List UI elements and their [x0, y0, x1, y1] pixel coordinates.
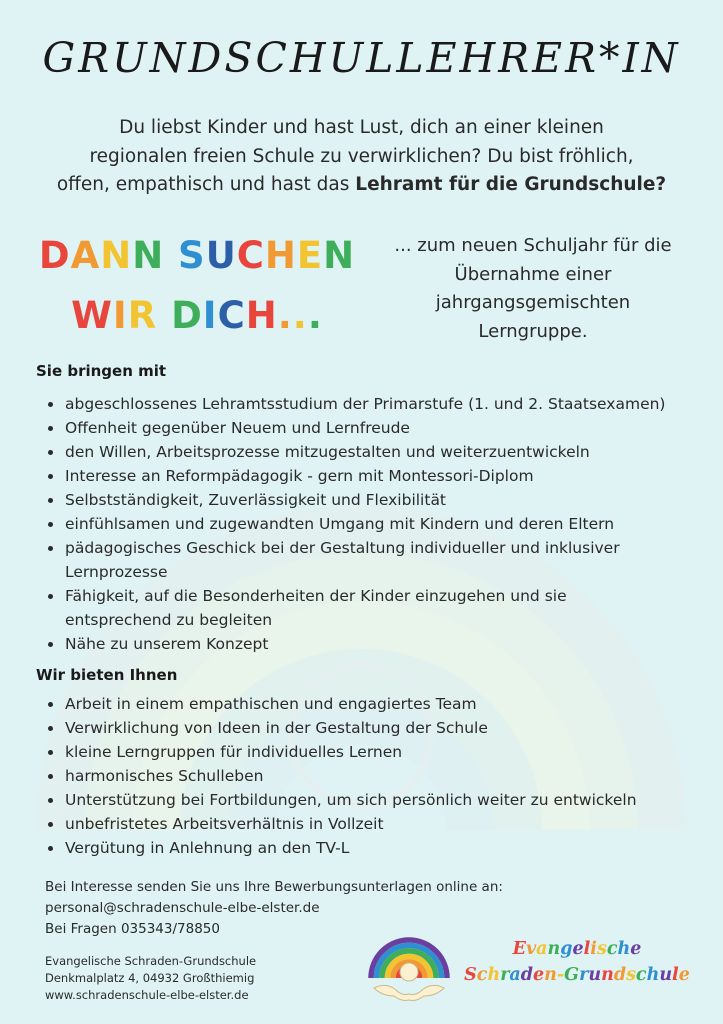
side-line: Übernahme einer — [454, 263, 612, 285]
colored-letter: . — [277, 294, 293, 337]
colored-letter: C — [236, 234, 265, 277]
colored-letter: d — [520, 965, 534, 985]
colored-letter: R — [127, 294, 158, 337]
rainbow-child-icon — [366, 922, 452, 1008]
colored-letter: e — [572, 939, 584, 959]
colored-letter: N — [100, 234, 133, 277]
colored-letter — [157, 294, 171, 337]
colored-letter: u — [659, 965, 673, 985]
logo-line-1 — [452, 936, 702, 962]
colored-letter: r — [579, 965, 589, 985]
colored-letter: A — [70, 234, 101, 277]
colored-letter: H — [245, 294, 278, 337]
colored-letter: c — [476, 965, 488, 985]
list-item: Unterstützung bei Fortbildungen, um sich persönlich weiter zu entwickeln — [37, 788, 697, 812]
colored-letter: r — [500, 965, 510, 985]
list-item: den Willen, Arbeitsprozesse mitzugestalten und weiterzuentwickeln — [37, 440, 697, 464]
colored-letter: i — [590, 939, 597, 959]
intro-line — [30, 171, 693, 200]
colored-letter: n — [547, 939, 561, 959]
colored-letter: h — [617, 939, 631, 959]
colored-letter — [164, 234, 178, 277]
colored-letter: G — [564, 965, 580, 985]
colored-letter: u — [588, 965, 602, 985]
list-item: abgeschlossenes Lehramtsstudium der Primarstufe (1. und 2. Staatsexamen) — [37, 392, 697, 416]
address-block — [45, 953, 256, 1004]
colored-letter: e — [678, 965, 690, 985]
contact-intro: Bei Interesse senden Sie uns Ihre Bewerbungsunterlagen online an: — [45, 879, 503, 895]
colored-letter: a — [536, 939, 548, 959]
school-street: Denkmalplatz 4, 04932 Großthiemig — [45, 971, 255, 985]
colored-letter: e — [630, 939, 642, 959]
colored-letter: l — [583, 939, 591, 959]
side-line: ... zum neuen Schuljahr für die — [394, 235, 672, 256]
side-line: jahrgangsgemischten — [435, 292, 631, 313]
intro-line-plain: offen, empathisch und hast das — [56, 174, 356, 195]
school-website[interactable]: www.schradenschule-elbe-elster.de — [45, 988, 249, 1002]
contact-phone: Bei Fragen 035343/78850 — [45, 921, 220, 937]
colored-letter: s — [626, 965, 636, 985]
list-item: kleine Lerngruppen für individuelles Lernen — [37, 740, 697, 764]
offers-heading: Wir bieten Ihnen — [36, 666, 178, 684]
list-item: harmonisches Schulleben — [37, 764, 697, 788]
colored-letter: N — [323, 234, 356, 277]
headline-line-2 — [24, 286, 370, 346]
colored-letter: - — [556, 965, 565, 985]
colored-letter: s — [596, 939, 607, 959]
logo-line-2 — [452, 962, 702, 988]
colored-letter: h — [646, 965, 660, 985]
colored-letter: e — [533, 965, 545, 985]
colored-letter: H — [264, 234, 297, 277]
colored-letter: n — [544, 965, 557, 985]
colored-letter: E — [512, 939, 526, 959]
side-line: Lerngruppe. — [478, 320, 588, 342]
colored-letter: h — [487, 965, 501, 985]
intro-line-bold: Lehramt für die Grundschule? — [355, 174, 667, 195]
colored-letter: n — [601, 965, 614, 985]
colored-letter: S — [464, 965, 477, 985]
requirements-heading: Sie bringen mit — [36, 362, 167, 380]
colored-letter: l — [672, 965, 679, 985]
list-item: unbefristetes Arbeitsverhältnis in Vollzeit — [37, 812, 697, 836]
offers-list — [37, 692, 697, 860]
colored-letter: I — [202, 294, 218, 337]
colored-letter: S — [178, 234, 206, 277]
list-item: einfühlsamen und zugewandten Umgang mit Kindern und deren Eltern — [37, 512, 697, 536]
colored-letter: D — [38, 234, 71, 277]
contact-email[interactable]: personal@schradenschule-elbe-elster.de — [45, 900, 320, 916]
colored-letter: C — [217, 294, 246, 337]
colored-letter: . — [307, 294, 323, 337]
list-item: pädagogisches Geschick bei der Gestaltung individueller und inklusiver Lernprozesse — [37, 536, 650, 584]
colored-letter: I — [112, 294, 128, 337]
colored-letter: a — [509, 965, 521, 985]
headline-line-1 — [24, 226, 370, 286]
colored-letter: W — [71, 294, 113, 337]
intro-text — [30, 114, 693, 200]
colored-letter: d — [613, 965, 627, 985]
list-item: Offenheit gegenüber Neuem und Lernfreude — [37, 416, 697, 440]
school-name: Evangelische Schraden-Grundschule — [45, 954, 257, 968]
colored-letter: U — [205, 234, 237, 277]
side-text — [375, 232, 691, 346]
school-logo-text — [452, 936, 702, 988]
intro-line: Du liebst Kinder und hast Lust, dich an einer kleinen — [119, 117, 604, 138]
colored-letter: D — [171, 294, 203, 337]
list-item: Nähe zu unserem Konzept — [37, 632, 697, 656]
colored-letter: c — [606, 939, 618, 959]
page-title: GRUNDSCHULLEHRER*IN — [42, 34, 681, 82]
list-item: Selbstständigkeit, Zuverlässigkeit und Flexibilität — [37, 488, 697, 512]
list-item: Arbeit in einem empathischen und engagiertes Team — [37, 692, 697, 716]
intro-line: regionalen freien Schule zu verwirklichen? Du bist fröhlich, — [89, 145, 634, 167]
colored-letter: c — [635, 965, 647, 985]
list-item: Verwirklichung von Ideen in der Gestaltung der Schule — [37, 716, 697, 740]
colored-letter: E — [296, 234, 324, 277]
colored-letter: v — [526, 939, 537, 959]
list-item: Interesse an Reformpädagogik - gern mit Montessori-Diplom — [37, 464, 697, 488]
colored-letter: N — [132, 234, 165, 277]
colored-letter: g — [560, 939, 573, 959]
list-item: Vergütung in Anlehnung an den TV-L — [37, 836, 697, 860]
colored-letter: . — [292, 294, 308, 337]
requirements-list — [37, 392, 697, 656]
headline — [24, 226, 370, 346]
list-item: Fähigkeit, auf die Besonderheiten der Kinder einzugehen und sie entsprechend zu begleiten — [37, 584, 610, 632]
